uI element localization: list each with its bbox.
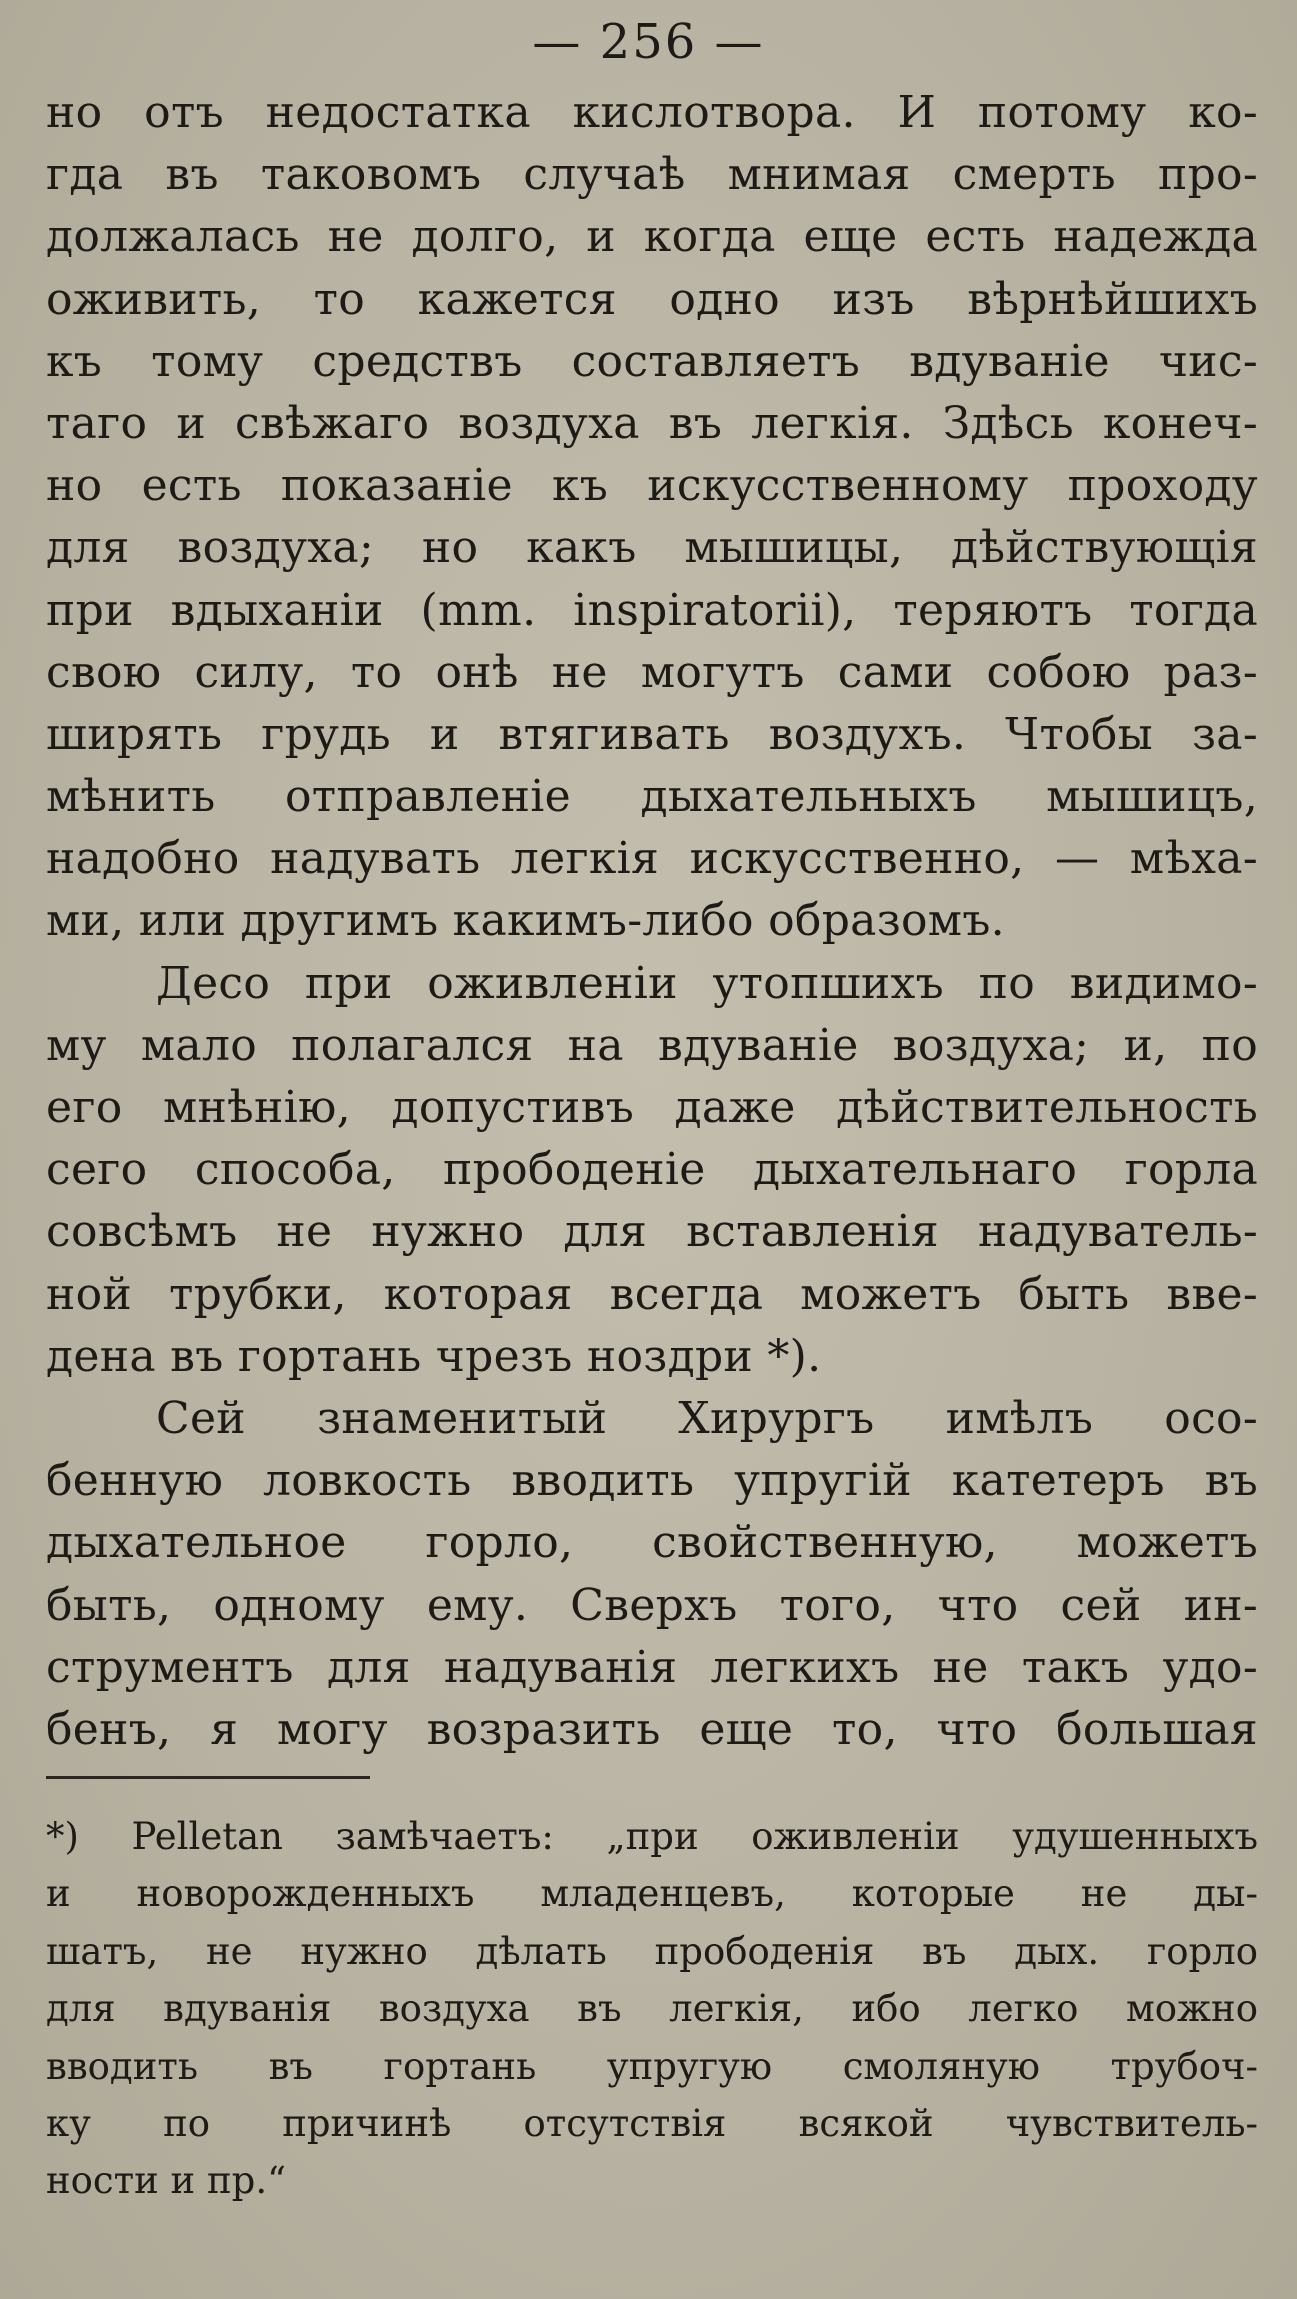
text-line: для воздуха; но какъ мышицы, дѣйствующія <box>46 522 1258 574</box>
text-line: но отъ недостатка кислотвора. И потому ко- <box>46 87 1258 138</box>
text-line: дыхательное горло, свойственную, можетъ <box>46 1517 1258 1569</box>
text-line: ми, или другимъ какимъ-либо образомъ. <box>46 895 1005 947</box>
text-line: свою силу, то онѣ не могутъ сами собою раз- <box>46 646 1258 698</box>
text-line: быть, одному ему. Сверхъ того, что сей ин- <box>46 1579 1258 1631</box>
text-line: къ тому средствъ составляетъ вдуваніе чис- <box>46 335 1258 387</box>
text-line: бенъ, я могу возразить еще то, что большая <box>46 1703 1258 1755</box>
text-line: бенную ловкость вводить упругій катетеръ въ <box>46 1455 1258 1507</box>
text-line: мѣнить отправленіе дыхательныхъ мышицъ, <box>46 771 1258 823</box>
text-line: ширять грудь и втягивать воздухъ. Чтобы за- <box>46 708 1258 760</box>
text-line: но есть показаніе къ искусственному проходу <box>46 460 1258 512</box>
text-line: дена въ гортань чрезъ ноздри *). <box>46 1330 822 1382</box>
text-line: его мнѣнію, допустивъ даже дѣйствительность <box>46 1082 1258 1133</box>
text-line: таго и свѣжаго воздуха въ легкія. Здѣсь конеч- <box>46 397 1258 449</box>
text-line: должалась не долго, и когда еще есть надежда <box>46 211 1258 263</box>
footnote-line: вводить въ гортань упругую смоляную трубоч- <box>46 2044 1258 2088</box>
footnote-line: *) Pelletan замѣчаетъ: „при оживленіи удушенныхъ <box>46 1815 1258 1858</box>
footnote-line: для вдуванія воздуха въ легкія, ибо легко можно <box>46 1987 1258 2031</box>
text-line: гда въ таковомъ случаѣ мнимая смерть про- <box>46 149 1258 201</box>
text-line: надобно надувать легкія искусственно, — мѣха- <box>46 833 1258 885</box>
footnote-line: шатъ, не нужно дѣлать прободенія въ дых. горло <box>46 1929 1258 1973</box>
text-line: ной трубки, которая всегда можетъ быть вве- <box>46 1268 1258 1320</box>
footnote-line: и новорожденныхъ младенцевъ, которые не ды- <box>46 1872 1258 1916</box>
footnote <box>46 1808 1258 2210</box>
text-line: совсѣмъ не нужно для вставленія надуватель- <box>46 1206 1258 1258</box>
main-text <box>46 82 1258 1761</box>
footnote-line: ности и пр.“ <box>46 2159 286 2203</box>
footnote-divider <box>46 1776 370 1779</box>
text-line: оживить, то кажется одно изъ вѣрнѣйшихъ <box>46 273 1258 325</box>
text-line: Десо при оживленіи утопшихъ по видимо- <box>156 957 1258 1009</box>
text-line: струментъ для надуванія легкихъ не такъ удо- <box>46 1641 1258 1693</box>
text-line: Сей знаменитый Хирургъ имѣлъ осо- <box>156 1392 1258 1444</box>
text-line: му мало полагался на вдуваніе воздуха; и, по <box>46 1019 1258 1071</box>
page-number-header: — 256 — <box>532 14 765 70</box>
text-line: при вдыханіи (mm. inspiratorii), теряютъ тогда <box>46 584 1258 636</box>
text-line: сего способа, прободеніе дыхательнаго горла <box>46 1144 1258 1196</box>
footnote-line: ку по причинѣ отсутствія всякой чувствитель- <box>46 2101 1258 2145</box>
